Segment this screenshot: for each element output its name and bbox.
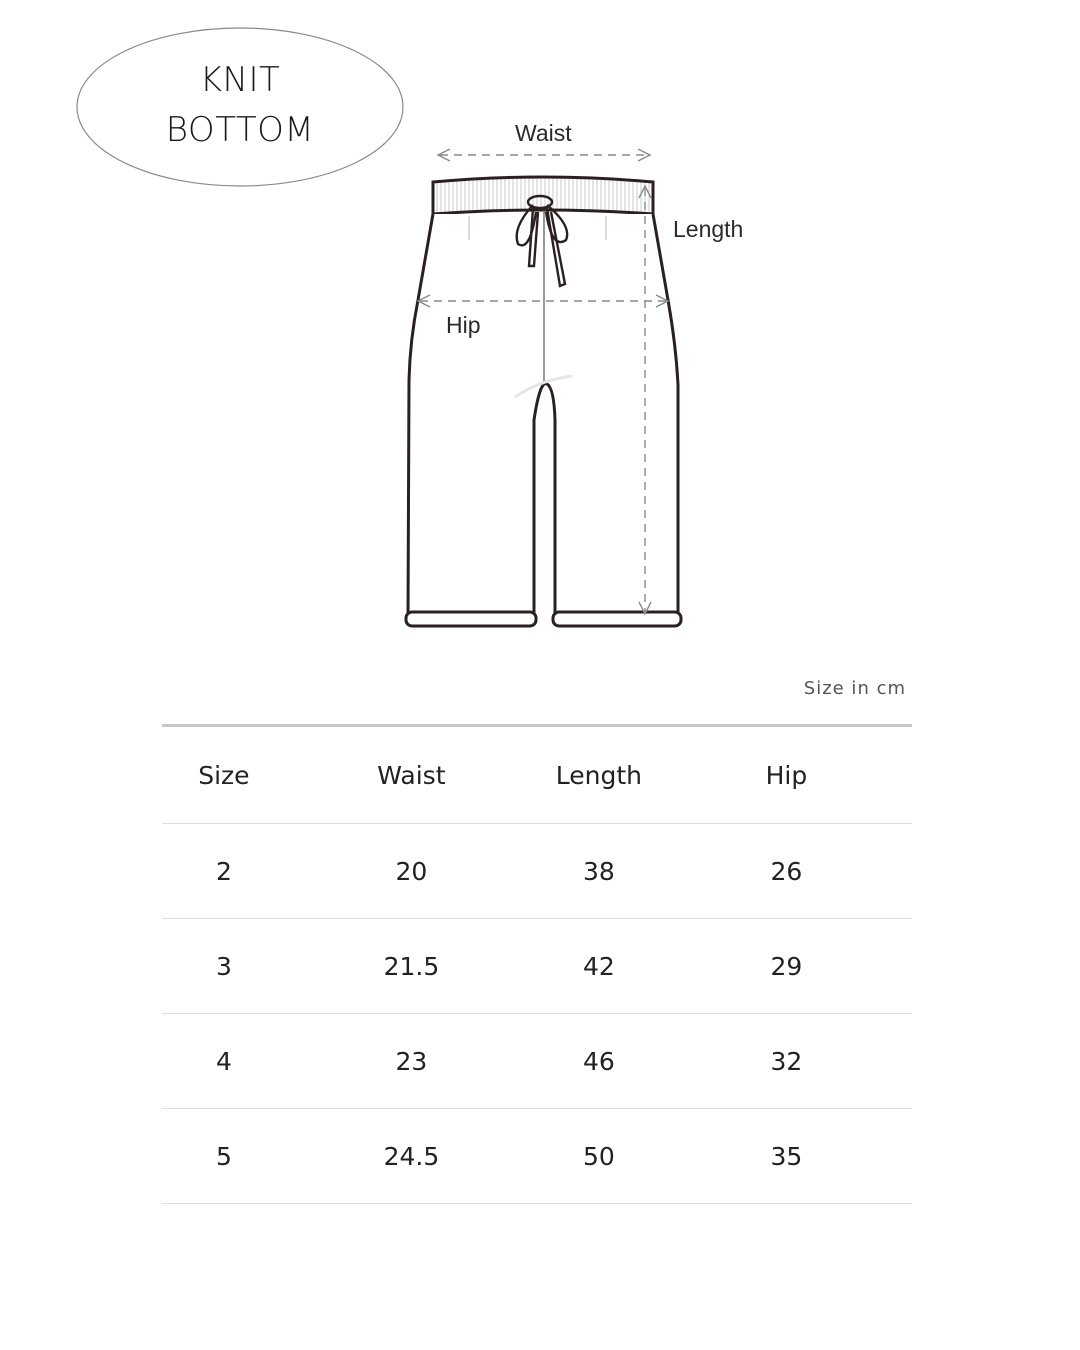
table-row xyxy=(162,1109,912,1204)
pants-illustration xyxy=(0,0,1080,660)
cell-hip: 26 xyxy=(770,856,803,886)
header-size: Size xyxy=(198,760,250,790)
cell-hip: 29 xyxy=(770,951,803,981)
cell-hip: 32 xyxy=(770,1046,803,1076)
table-row xyxy=(162,824,912,919)
hem-left xyxy=(406,612,536,626)
title-line-1: KNIT xyxy=(199,60,281,100)
length-label: Length xyxy=(673,216,744,242)
pants-outline xyxy=(408,214,678,617)
cell-length: 42 xyxy=(582,951,615,981)
cell-waist: 24.5 xyxy=(383,1141,440,1171)
cell-waist: 20 xyxy=(395,856,428,886)
table-row xyxy=(162,919,912,1014)
cell-hip: 35 xyxy=(770,1141,803,1171)
hip-label: Hip xyxy=(446,312,481,338)
hem-right xyxy=(553,612,681,626)
title-line-2: BOTTOM xyxy=(165,110,315,150)
cell-size: 3 xyxy=(215,951,232,981)
cell-size: 2 xyxy=(215,856,232,886)
cell-waist: 23 xyxy=(395,1046,428,1076)
cell-length: 38 xyxy=(582,856,615,886)
unit-note: Size in cm xyxy=(803,678,906,699)
header-hip: Hip xyxy=(765,760,808,790)
header-length: Length xyxy=(555,760,643,790)
size-table xyxy=(162,724,912,1204)
cell-size: 5 xyxy=(215,1141,232,1171)
cell-waist: 21.5 xyxy=(383,951,440,981)
cell-length: 50 xyxy=(582,1141,615,1171)
table-row xyxy=(162,1014,912,1109)
table-header-row xyxy=(162,727,912,824)
waist-arrow xyxy=(438,149,650,161)
header-waist: Waist xyxy=(377,760,446,790)
cell-length: 46 xyxy=(582,1046,615,1076)
waist-label: Waist xyxy=(515,120,572,146)
cell-size: 4 xyxy=(215,1046,232,1076)
